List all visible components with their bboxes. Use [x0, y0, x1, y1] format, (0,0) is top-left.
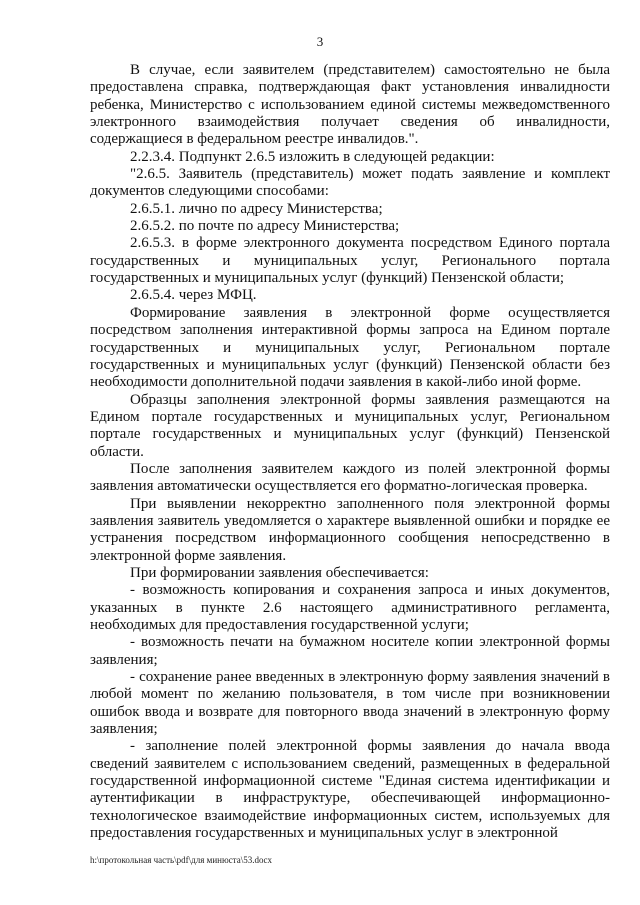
paragraph-2-6-5-1: 2.6.5.1. лично по адресу Министерства;	[130, 200, 383, 217]
paragraph-2-6-5: "2.6.5. Заявитель (представитель) может подать заявление и комплект документов следующими способами:	[90, 166, 610, 200]
paragraph-2-6-5-4: 2.6.5.4. через МФЦ.	[130, 287, 257, 304]
list-item-print: - возможность печати на бумажном носителе копии электронной формы заявления;	[90, 634, 610, 668]
footer-file-path: h:\протокольная часть\pdf\для минюста\53.docx	[90, 855, 272, 865]
list-item-save-values: - сохранение ранее введенных в электронную форму заявления значений в любой момент по желанию пользователя, в том числе при возникновении ошибок ввода и возврате для повторного ввода значений в электронную форму заявления;	[90, 669, 610, 738]
document-body	[90, 62, 610, 842]
paragraph-2-6-5-2: 2.6.5.2. по почте по адресу Министерства;	[130, 218, 400, 235]
paragraph-format-check: После заполнения заявителем каждого из полей электронной формы заявления автоматически осуществляется его форматно-логическая проверка.	[90, 460, 610, 495]
paragraph-error-notice: При выявлении некорректно заполненного поля электронной формы заявления заявитель уведомляется о характере выявленной ошибки и порядке ее устранения посредством информационного сообщения непосредственно в электронной форме заявления.	[90, 495, 610, 564]
paragraph-provided: При формировании заявления обеспечивается:	[130, 564, 429, 581]
paragraph-amendment-2-6-5: 2.2.3.4. Подпункт 2.6.5 изложить в следующей редакции:	[130, 148, 495, 165]
paragraph-2-6-5-3: 2.6.5.3. в форме электронного документа посредством Единого портала государственных и муниципальных услуг, Регионального портала государственных и муниципальных услуг (функций) Пензенской области;	[90, 235, 610, 287]
paragraph-electronic-form: Формирование заявления в электронной форме осуществляется посредством заполнения интерактивной формы запроса на Едином портале государственных и муниципальных услуг, Региональном портале государственных и муниципальных услуг (функций) Пензенской области без необходимости дополнительной подачи заявления в какой-либо иной форме.	[90, 304, 610, 391]
list-item-prefill: - заполнение полей электронной формы заявления до начала ввода сведений заявителем с использованием сведений, размещенных в федеральной государственной информационной системе "Единая система идентификации и аутентификации в инфраструктуре, обеспечивающей информационно-технологическое взаимодействие информационных систем, используемых для предоставления государственных и муниципальных услуг в электронной	[90, 738, 610, 842]
list-item-copy-save: - возможность копирования и сохранения запроса и иных документов, указанных в пункте 2.6 настоящего административного регламента, необходимых для предоставления государственной услуги;	[90, 582, 610, 633]
page-number: 3	[316, 34, 324, 49]
paragraph-samples: Образцы заполнения электронной формы заявления размещаются на Едином портале государственных и муниципальных услуг, Региональном портале государственных и муниципальных услуг (функций) Пензенской области.	[90, 391, 610, 460]
paragraph-disability-info: В случае, если заявителем (представителем) самостоятельно не была предоставлена справка, подтверждающая факт установления инвалидности ребенка, Министерство с использованием единой системы межведомственного электронного взаимодействия получает сведения об инвалидности, содержащиеся в федеральном реестре инвалидов.".	[90, 62, 610, 148]
